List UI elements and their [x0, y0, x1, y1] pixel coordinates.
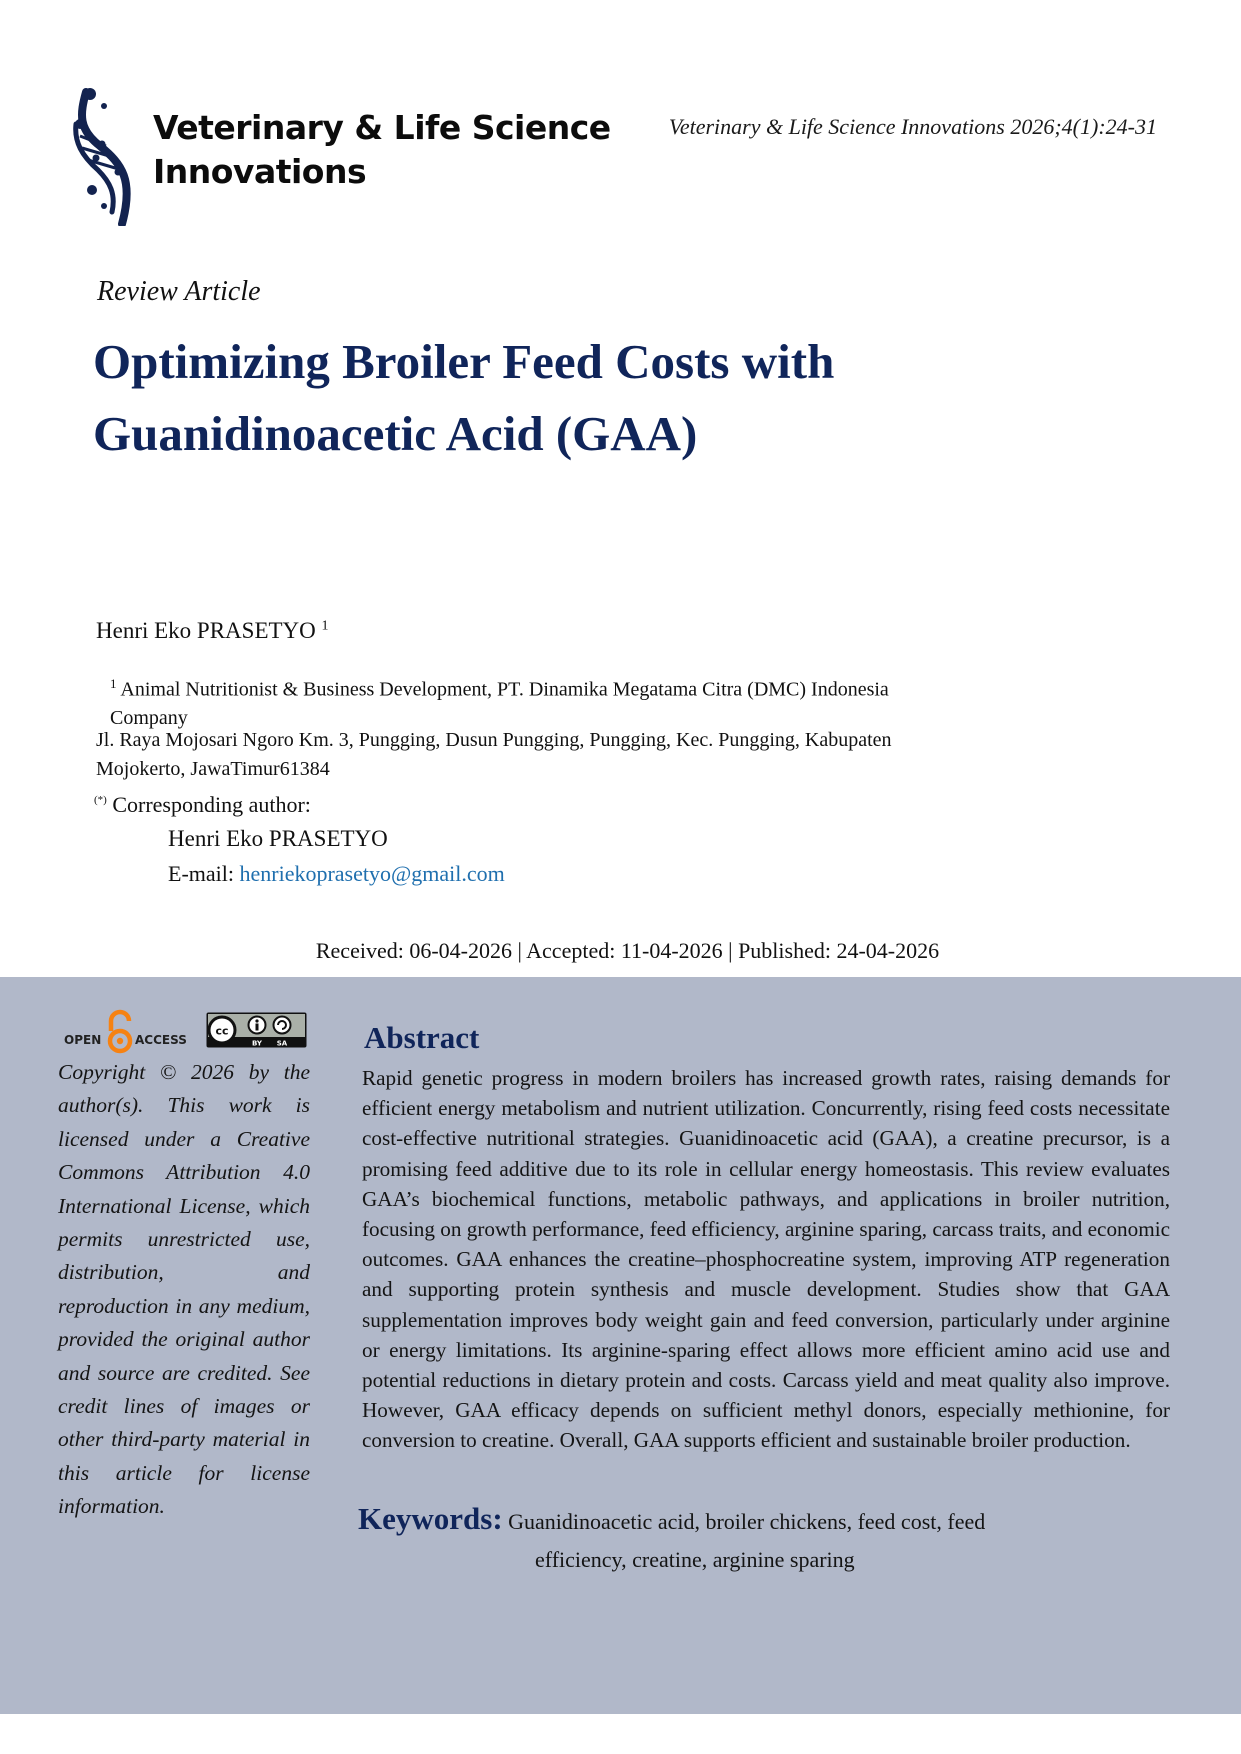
cc-by-sa-badge[interactable] — [206, 1012, 307, 1048]
svg-text:cc: cc — [215, 1024, 229, 1038]
publication-dates: Received: 06-04-2026 | Accepted: 11-04-2026 | Published: 24-04-2026 — [315, 938, 940, 963]
abstract-heading: Abstract — [364, 1020, 480, 1055]
open-access-logo — [64, 1007, 194, 1055]
corresponding-label-text: Corresponding author: — [112, 792, 311, 817]
journal-name-line2: Innovations — [153, 152, 367, 191]
affiliation-line-1: Animal Nutritionist & Business Development, PT. Dinamika Megatama Citra (DMC) Indonesia — [120, 678, 889, 701]
email-link[interactable]: henriekoprasetyo@gmail.com — [239, 861, 505, 886]
keywords-line-2: efficiency, creatine, arginine sparing — [535, 1547, 855, 1572]
abstract-body: Rapid genetic progress in modern broilers has increased growth rates, raising demands for efficient energy metabolism and nutrient utilization. Concurrently, rising feed costs necessitate cost-effective nutritional strategies. Guanidinoacetic acid (GAA), a creatine precursor, is a promising feed additive due to its role in cellular energy homeostasis. This review evaluates GAA’s biochemical functions, metabolic pathways, and applications in broiler nutrition, focusing on growth performance, feed efficiency, arginine sparing, carcass traits, and economic outcomes. GAA enhances the creatine–phosphocreatine system, improving ATP regeneration and supporting protein synthesis and muscle development. Studies show that GAA supplementation improves body weight gain and feed conversion, particularly under arginine or energy limitations. Its arginine-sparing effect allows more efficient amino acid use and potential reductions in dietary protein and costs. Carcass yield and meat quality also improve. However, GAA efficacy depends on sufficient methyl donors, especially methionine, for conversion to creatine. Overall, GAA supports efficient and sustainable broiler production. — [362, 1066, 1170, 1453]
keywords-line-1: Guanidinoacetic acid, broiler chickens, feed cost, feed — [508, 1509, 986, 1534]
cc-by-label: BY — [251, 1039, 263, 1048]
affiliation-line-2: Company — [110, 706, 188, 729]
copyright-notice: Copyright © 2026 by the author(s). This work is licensed under a Creative Commons Attribution 4.0 International License, which permits unrestricted use, distribution, and reproduction in any medium, provided the original author and source are credited. See credit lines of images or other third-party material in this article for license information. — [58, 1060, 310, 1519]
email-label: E-mail: — [168, 861, 240, 886]
journal-logo-text — [153, 106, 611, 194]
affiliation-marker: 1 — [321, 618, 329, 634]
affiliation — [96, 670, 1060, 732]
article-type: Review Article — [97, 276, 261, 307]
corresponding-author-label — [94, 792, 311, 818]
corresponding-email — [168, 861, 505, 887]
keywords — [358, 1500, 1158, 1579]
open-access-right-text: ACCESS — [135, 1033, 187, 1047]
journal-name-line1: Veterinary & Life Science — [153, 108, 611, 147]
author-name: Henri Eko PRASETYO — [96, 618, 316, 643]
corresponding-marker: (*) — [94, 794, 107, 806]
keywords-label: Keywords: — [358, 1501, 503, 1536]
title-line-2: Guanidinoacetic Acid (GAA) — [93, 406, 698, 461]
cc-sa-label: SA — [276, 1039, 288, 1048]
author-list — [96, 618, 329, 644]
address-line-2: Mojokerto, JawaTimur61384 — [96, 758, 330, 780]
journal-citation: Veterinary & Life Science Innovations 2026;4(1):24-31 — [668, 114, 1157, 139]
address-line-1: Jl. Raya Mojosari Ngoro Km. 3, Pungging, Dusun Pungging, Pungging, Kec. Pungging, Kabupaten — [96, 729, 892, 751]
share-alike-icon — [274, 1017, 291, 1034]
open-access-left-text: OPEN — [64, 1033, 102, 1047]
affiliation-marker: 1 — [110, 676, 117, 691]
dna-helix-icon — [72, 84, 144, 226]
address — [96, 726, 1056, 784]
title-line-1: Optimizing Broiler Feed Costs with — [93, 334, 835, 389]
article-title — [93, 326, 1093, 470]
corresponding-author-name: Henri Eko PRASETYO — [168, 826, 388, 851]
